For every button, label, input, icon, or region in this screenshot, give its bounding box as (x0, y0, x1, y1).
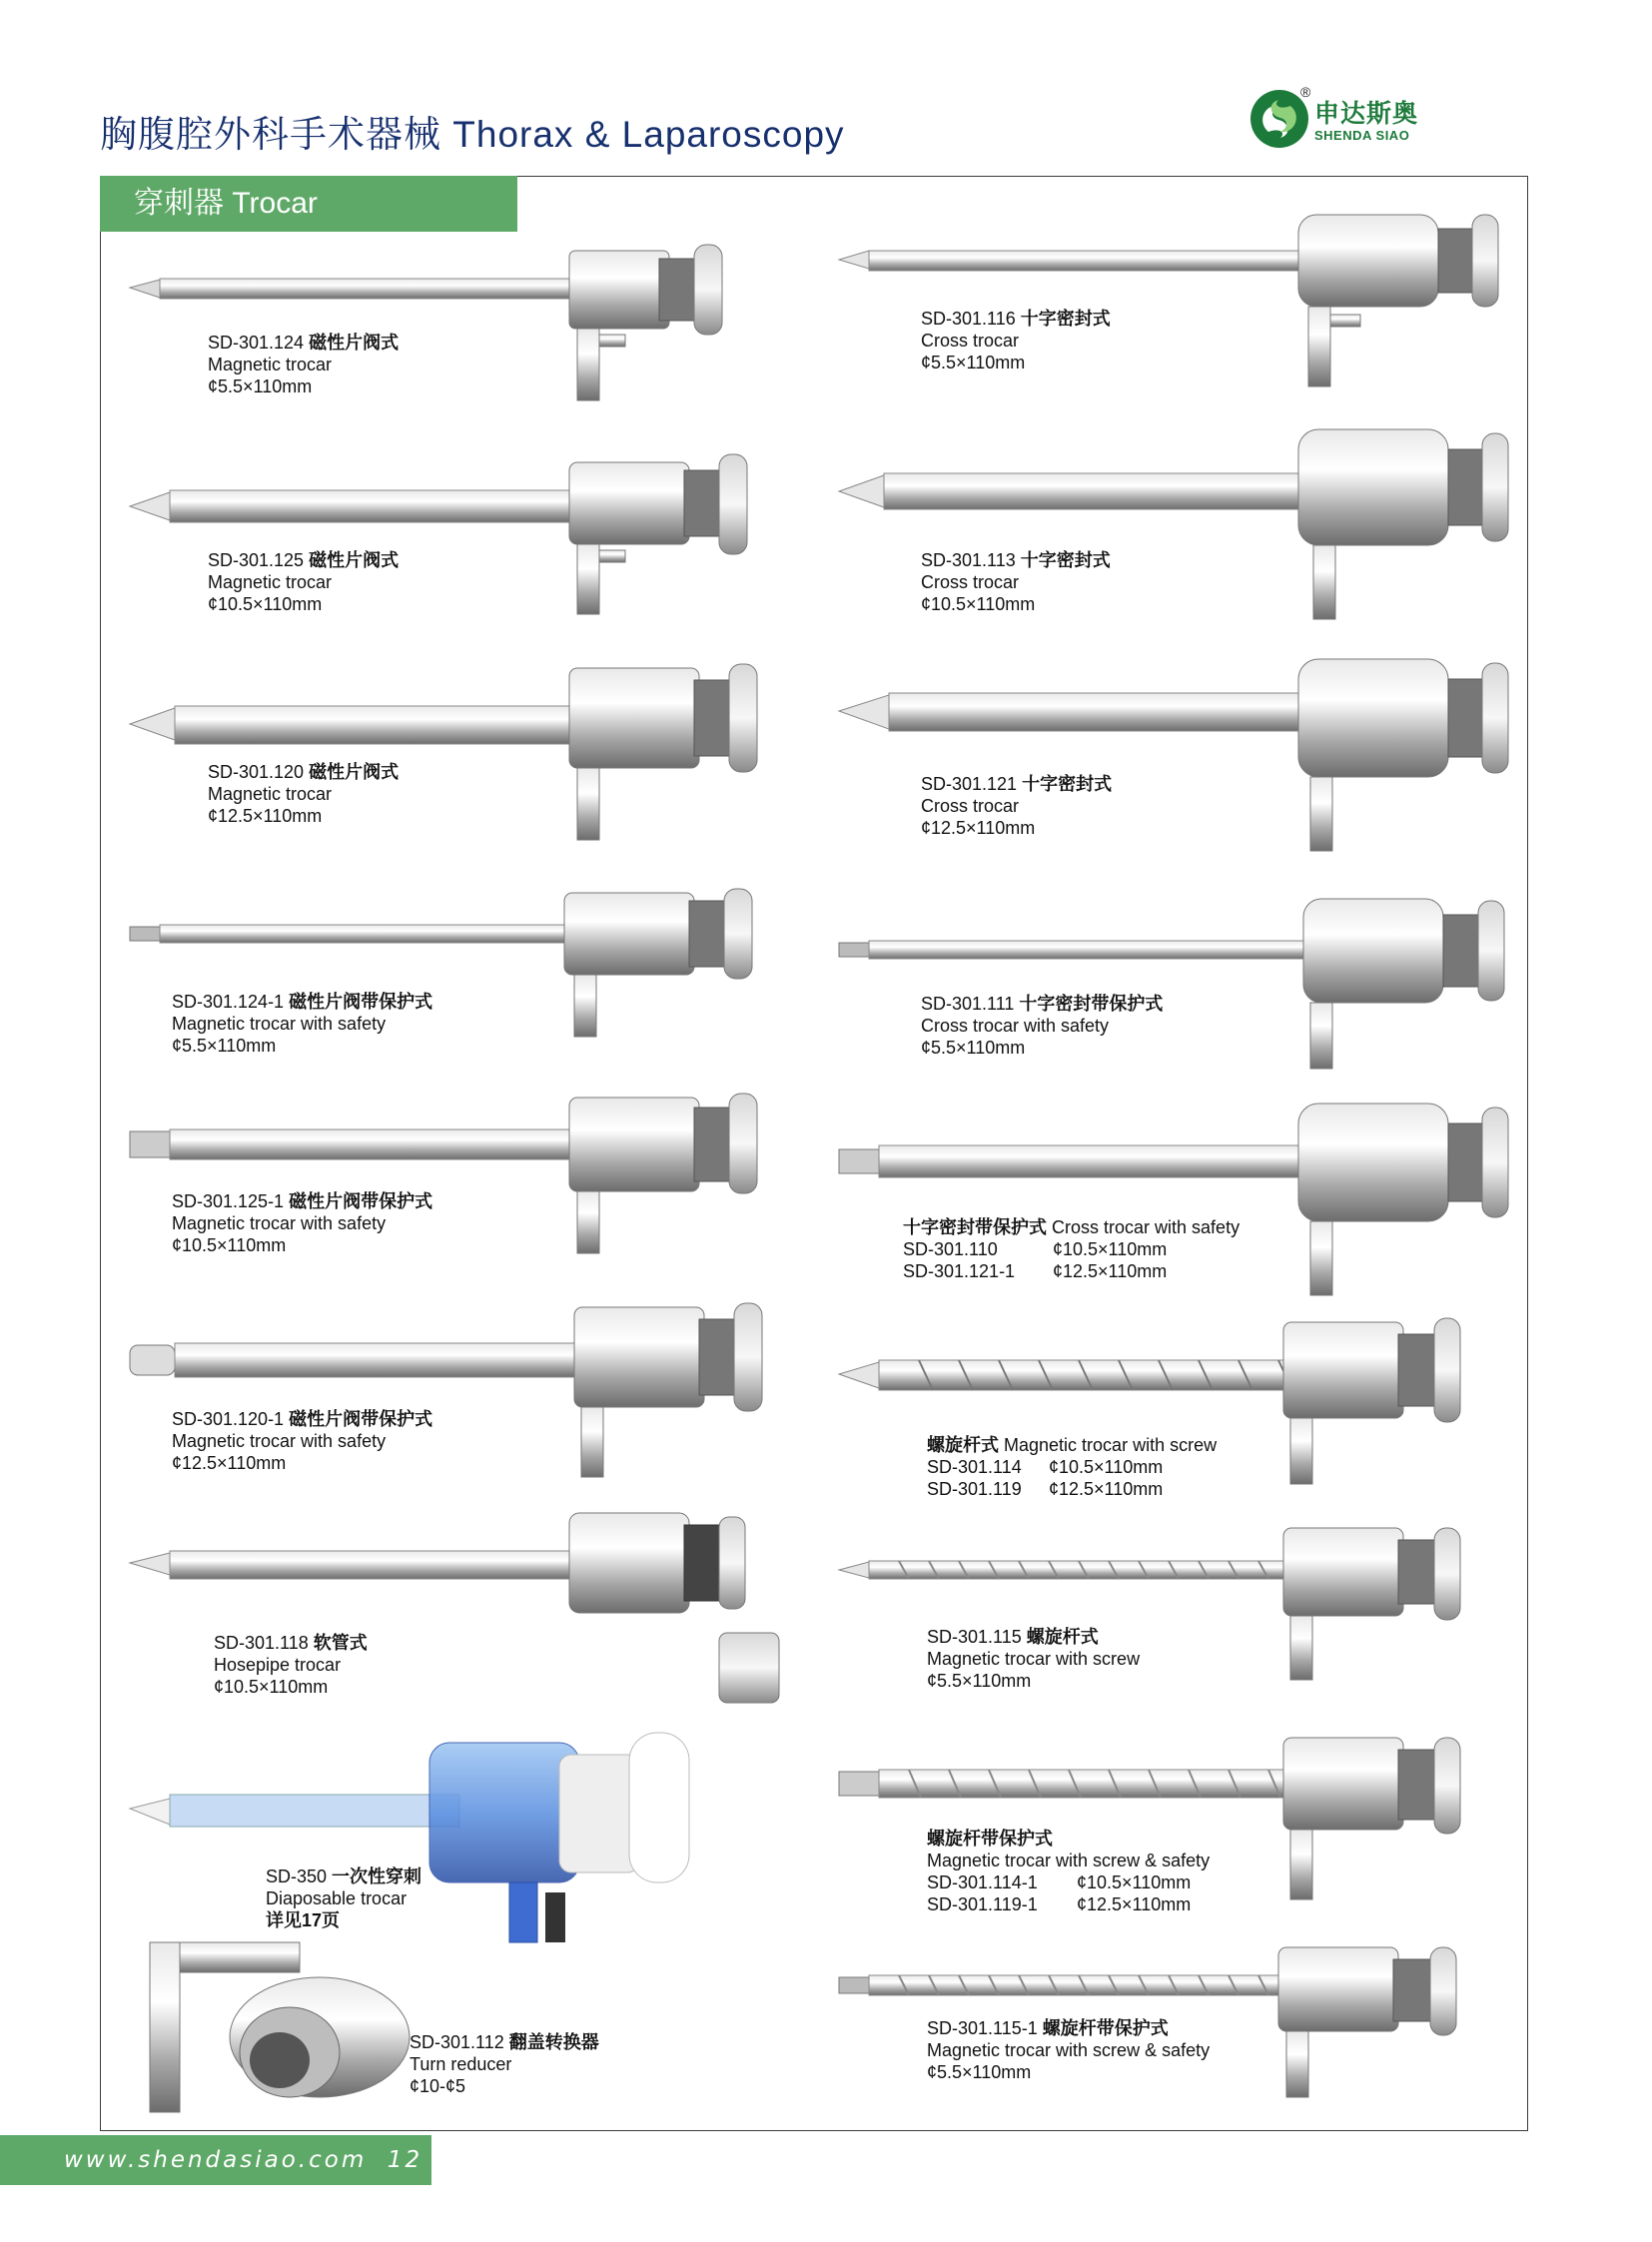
product-name: Magnetic trocar with screw (1004, 1435, 1218, 1455)
product-name: Magnetic trocar with safety (172, 1014, 387, 1034)
product-code: SD-301.120-1 (172, 1409, 285, 1429)
product-caption-15 (266, 1866, 421, 1931)
product-code: SD-301.121-1 (903, 1261, 1016, 1281)
product-code: SD-301.112 (410, 2032, 504, 2052)
product-code: SD-301.116 (921, 309, 1016, 329)
product-code: SD-301.121 (921, 774, 1018, 794)
product-size: ¢12.5×110mm (172, 1453, 287, 1473)
product-caption-4 (921, 549, 1111, 615)
brand-name-cn: 申达斯奥 (1314, 100, 1419, 128)
product-name: Cross trocar with safety (1052, 1217, 1240, 1237)
product-name: Magnetic trocar with safety (172, 1431, 387, 1451)
product-name: Cross trocar (921, 331, 1020, 351)
product-size: ¢10.5×110mm (172, 1235, 287, 1255)
product-code: SD-301.125-1 (172, 1191, 285, 1211)
product-caption-16 (927, 1828, 1210, 1915)
footer (64, 2147, 422, 2173)
product-code: SD-350 (266, 1867, 328, 1886)
product-caption-14 (927, 1626, 1140, 1692)
brand-logo (1248, 84, 1428, 150)
product-code: SD-301.119-1 (927, 1894, 1038, 1914)
product-size: ¢12.5×110mm (1053, 1261, 1168, 1281)
page-title: 胸腹腔外科手术器械 Thorax & Laparoscopy (100, 114, 845, 155)
product-size: ¢10.5×110mm (1049, 1457, 1164, 1477)
product-name: Magnetic trocar (208, 572, 333, 592)
disposable-trocar-image (130, 1733, 809, 1962)
product-cn-name: 螺旋杆带保护式 (1042, 2018, 1169, 2038)
product-cn-name: 磁性片阀式 (309, 550, 400, 570)
product-size: ¢10.5×110mm (208, 594, 323, 614)
product-name: Magnetic trocar with screw & safety (927, 1851, 1211, 1870)
product-name: Cross trocar (921, 796, 1020, 816)
product-code: SD-301.115 (927, 1627, 1022, 1647)
product-cn-name: 翻盖转换器 (508, 2032, 599, 2052)
product-cn-name: 软管式 (313, 1633, 368, 1653)
product-cn-name: 十字密封带保护式 (1019, 994, 1164, 1014)
product-size: ¢12.5×110mm (921, 818, 1036, 838)
product-size: ¢10-¢5 (410, 2076, 466, 2096)
product-code: SD-301.124 (208, 333, 305, 353)
product-size: ¢10.5×110mm (921, 594, 1036, 614)
product-caption-17 (410, 2031, 599, 2097)
registered-mark: ® (1300, 84, 1311, 100)
product-caption-9 (172, 1190, 432, 1256)
product-caption-1 (208, 332, 399, 397)
product-cn-name: 一次性穿刺 (332, 1867, 422, 1886)
product-code: SD-301.110 (903, 1239, 998, 1259)
product-cn-name: 十字密封带保护式 (903, 1217, 1047, 1237)
product-size: ¢5.5×110mm (927, 2062, 1032, 2082)
product-size: ¢12.5×110mm (208, 806, 323, 826)
product-name: Cross trocar with safety (921, 1016, 1110, 1036)
product-name: Hosepipe trocar (214, 1655, 342, 1675)
section-tab: 穿刺器 Trocar (100, 176, 517, 232)
product-cn-name: 十字密封式 (1020, 550, 1111, 570)
product-size: ¢5.5×110mm (172, 1036, 277, 1056)
product-cn-name: 磁性片阀式 (309, 762, 400, 782)
product-size: ¢5.5×110mm (927, 1671, 1032, 1691)
product-cn-name: 磁性片阀带保护式 (289, 1409, 433, 1429)
product-caption-13 (214, 1632, 368, 1698)
product-caption-3 (208, 549, 399, 615)
product-code: SD-301.118 (214, 1633, 309, 1653)
product-cn-name: 磁性片阀式 (309, 333, 400, 353)
product-code: SD-301.119 (927, 1479, 1022, 1499)
product-code: SD-301.125 (208, 550, 305, 570)
product-size: ¢12.5×110mm (1049, 1479, 1164, 1499)
product-size: ¢5.5×110mm (921, 353, 1026, 373)
product-size: 详见17页 (266, 1910, 341, 1930)
product-code: SD-301.114 (927, 1457, 1022, 1477)
product-caption-7 (172, 991, 432, 1057)
product-name: Turn reducer (410, 2054, 512, 2074)
product-cn-name: 螺旋杆带保护式 (927, 1829, 1053, 1849)
product-name: Magnetic trocar (208, 355, 333, 374)
product-cn-name: 磁性片阀带保护式 (289, 1191, 433, 1211)
product-code: SD-301.124-1 (172, 992, 285, 1012)
product-size: ¢10.5×110mm (1053, 1239, 1168, 1259)
product-size: ¢10.5×110mm (214, 1677, 329, 1697)
product-name: Magnetic trocar with screw (927, 1649, 1141, 1669)
product-cn-name: 十字密封式 (1020, 309, 1111, 329)
page-number: 12 (387, 2147, 423, 2173)
product-caption-10 (903, 1216, 1239, 1282)
product-code: SD-301.111 (921, 994, 1015, 1014)
product-cn-name: 磁性片阀带保护式 (289, 992, 433, 1012)
product-size: ¢5.5×110mm (208, 376, 313, 396)
website-link[interactable]: www.shendasiao.com (64, 2147, 368, 2173)
product-code: SD-301.120 (208, 762, 305, 782)
product-name: Diaposable trocar (266, 1888, 408, 1908)
product-caption-6 (921, 773, 1112, 839)
product-caption-2 (921, 308, 1111, 374)
product-name: Magnetic trocar (208, 784, 333, 804)
product-size: ¢5.5×110mm (921, 1038, 1026, 1058)
product-size: ¢10.5×110mm (1077, 1872, 1192, 1892)
turn-reducer-image (150, 1942, 419, 2117)
product-code: SD-301.114-1 (927, 1872, 1038, 1892)
product-cn-name: 螺旋杆式 (927, 1435, 999, 1455)
product-name: Cross trocar (921, 572, 1020, 592)
product-cn-name: 螺旋杆式 (1026, 1627, 1099, 1647)
product-caption-18 (927, 2017, 1210, 2083)
product-code: SD-301.115-1 (927, 2018, 1038, 2038)
product-name: Magnetic trocar with screw & safety (927, 2040, 1211, 2060)
product-size: ¢12.5×110mm (1077, 1894, 1192, 1914)
product-code: SD-301.113 (921, 550, 1016, 570)
brand-name-en: SHENDA SIAO (1314, 128, 1410, 143)
product-caption-8 (921, 993, 1163, 1059)
product-cn-name: 十字密封式 (1022, 774, 1113, 794)
product-caption-12 (927, 1434, 1217, 1500)
product-caption-5 (208, 761, 399, 827)
product-name: Magnetic trocar with safety (172, 1213, 387, 1233)
product-caption-11 (172, 1408, 432, 1474)
